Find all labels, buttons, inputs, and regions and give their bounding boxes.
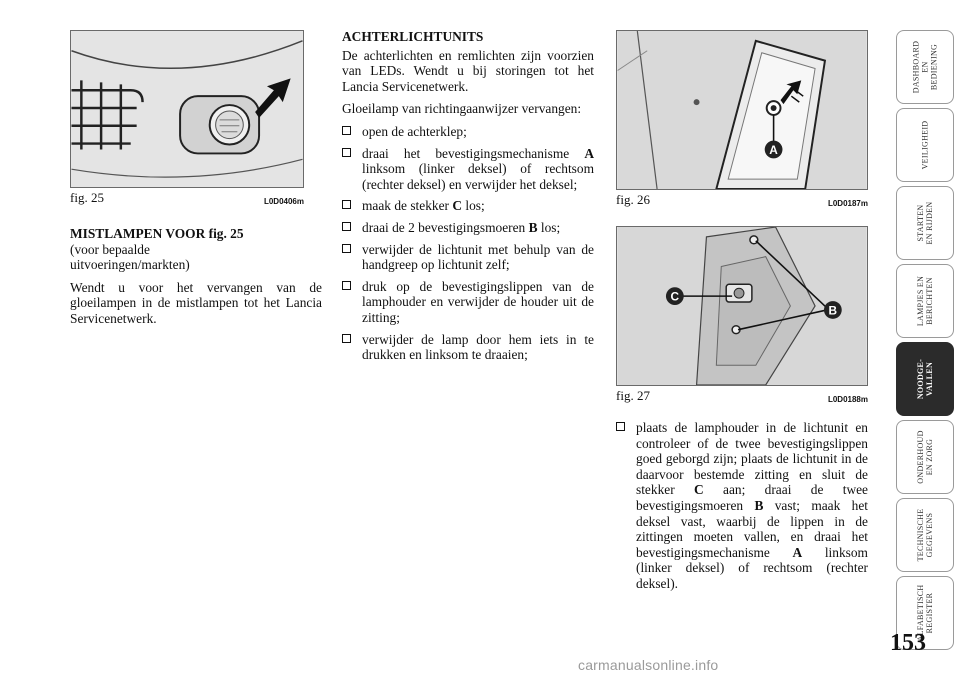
list-item: draai de 2 bevestigingsmoeren B los; (342, 220, 594, 236)
figure-26-image (616, 30, 868, 190)
checkbox-bullet-icon (616, 422, 625, 431)
figure-code: L0D0187m (827, 199, 868, 208)
list-item: verwijder de lamp door hem iets in te drukken en linksom te draaien; (342, 332, 594, 363)
figure-label: fig. 26 (616, 192, 650, 207)
tab-index[interactable]: ALFABETISCH REGISTER (896, 576, 954, 650)
checkbox-bullet-icon (342, 222, 351, 231)
figure-27-image (616, 226, 868, 386)
paragraph: De achterlichten en remlichten zijn voorzien van LEDs. Wendt u bij storingen tot het Lancia Servicenetwerk. (342, 47, 594, 94)
tab-maintenance[interactable]: ONDERHOUD EN ZORG (896, 420, 954, 494)
section-heading-rear-lights: ACHTERLICHTUNITS (342, 29, 484, 44)
checkbox-bullet-icon (342, 334, 351, 343)
figure-25-image (70, 30, 304, 188)
figure-label: fig. 27 (616, 388, 650, 403)
figure-26-caption (616, 192, 868, 208)
rear-light-unit-illustration (617, 227, 867, 385)
section-heading-fog-lamps: MISTLAMPEN VOOR fig. 25 (70, 226, 244, 241)
text-line: uitvoeringen/markten) (70, 257, 190, 273)
middle-column (342, 29, 594, 369)
list-item: maak de stekker C los; (342, 198, 594, 214)
tab-safety[interactable]: VEILIGHEID (896, 108, 954, 182)
tab-warning-lights[interactable]: LAMPJES EN BERICHTEN (896, 264, 954, 338)
callout-c-label: C (670, 289, 680, 304)
text-line: (voor bepaalde (70, 241, 150, 257)
tab-dashboard[interactable]: DASHBOARD EN BEDIENING (896, 30, 954, 104)
list-item: draai het bevestigingsmechanisme A linksom (linker deksel) of rechtsom (rechter deksel) en verwijder het deksel; (342, 146, 594, 193)
figure-code: L0D0406m (263, 197, 304, 206)
list-item: verwijder de lichtunit met behulp van de handgreep op lichtunit zelf; (342, 242, 594, 273)
instruction-list (616, 420, 868, 592)
tab-technical-data[interactable]: TECHNISCHE GEGEVENS (896, 498, 954, 572)
checkbox-bullet-icon (342, 281, 351, 290)
figure-code: L0D0188m (827, 395, 868, 404)
right-column (616, 420, 868, 598)
left-column (70, 226, 322, 334)
instruction-list (342, 124, 594, 363)
watermark-text: carmanualsonline.info (578, 657, 719, 673)
checkbox-bullet-icon (342, 200, 351, 209)
figure-25-caption (70, 190, 304, 206)
checkbox-bullet-icon (342, 244, 351, 253)
figure-label: fig. 25 (70, 190, 104, 205)
tab-starting-driving[interactable]: STARTEN EN RIJDEN (896, 186, 954, 260)
chapter-tabs (896, 30, 956, 654)
figure-27-caption (616, 388, 868, 404)
callout-a-label: A (769, 142, 778, 157)
list-item: plaats de lamphouder in de lichtunit en controleer of de twee bevestigingslippen goed geborgd zijn; plaats de lichtunit in de daarvoor bestemde zitting en sluit de stekker C aan; draai de twee bevestigingsmoeren B vast; maak het deksel vast, waarbij de lippen in de zittingen moeten vallen, en draai het bevestigingsmechanisme A linksom (linker deksel) of rechtsom (rechter deksel). (616, 420, 868, 592)
list-item: druk op de bevestigingslippen van de lamphouder en verwijder de houder uit de zitting; (342, 279, 594, 326)
rear-light-cover-illustration (617, 31, 867, 189)
fog-lamp-illustration (71, 31, 303, 187)
page-number: 153 (890, 630, 926, 656)
checkbox-bullet-icon (342, 148, 351, 157)
callout-b-label: B (828, 303, 838, 318)
tab-emergencies[interactable]: NOODGE- VALLEN (896, 342, 954, 416)
checkbox-bullet-icon (342, 126, 351, 135)
paragraph: Gloeilamp van richtingaanwijzer vervangen: (342, 101, 582, 117)
list-item: open de achterklep; (342, 124, 594, 140)
paragraph: Wendt u voor het vervangen van de gloeilampen in de mistlampen tot het Lancia Servicenetwerk. (70, 279, 322, 326)
